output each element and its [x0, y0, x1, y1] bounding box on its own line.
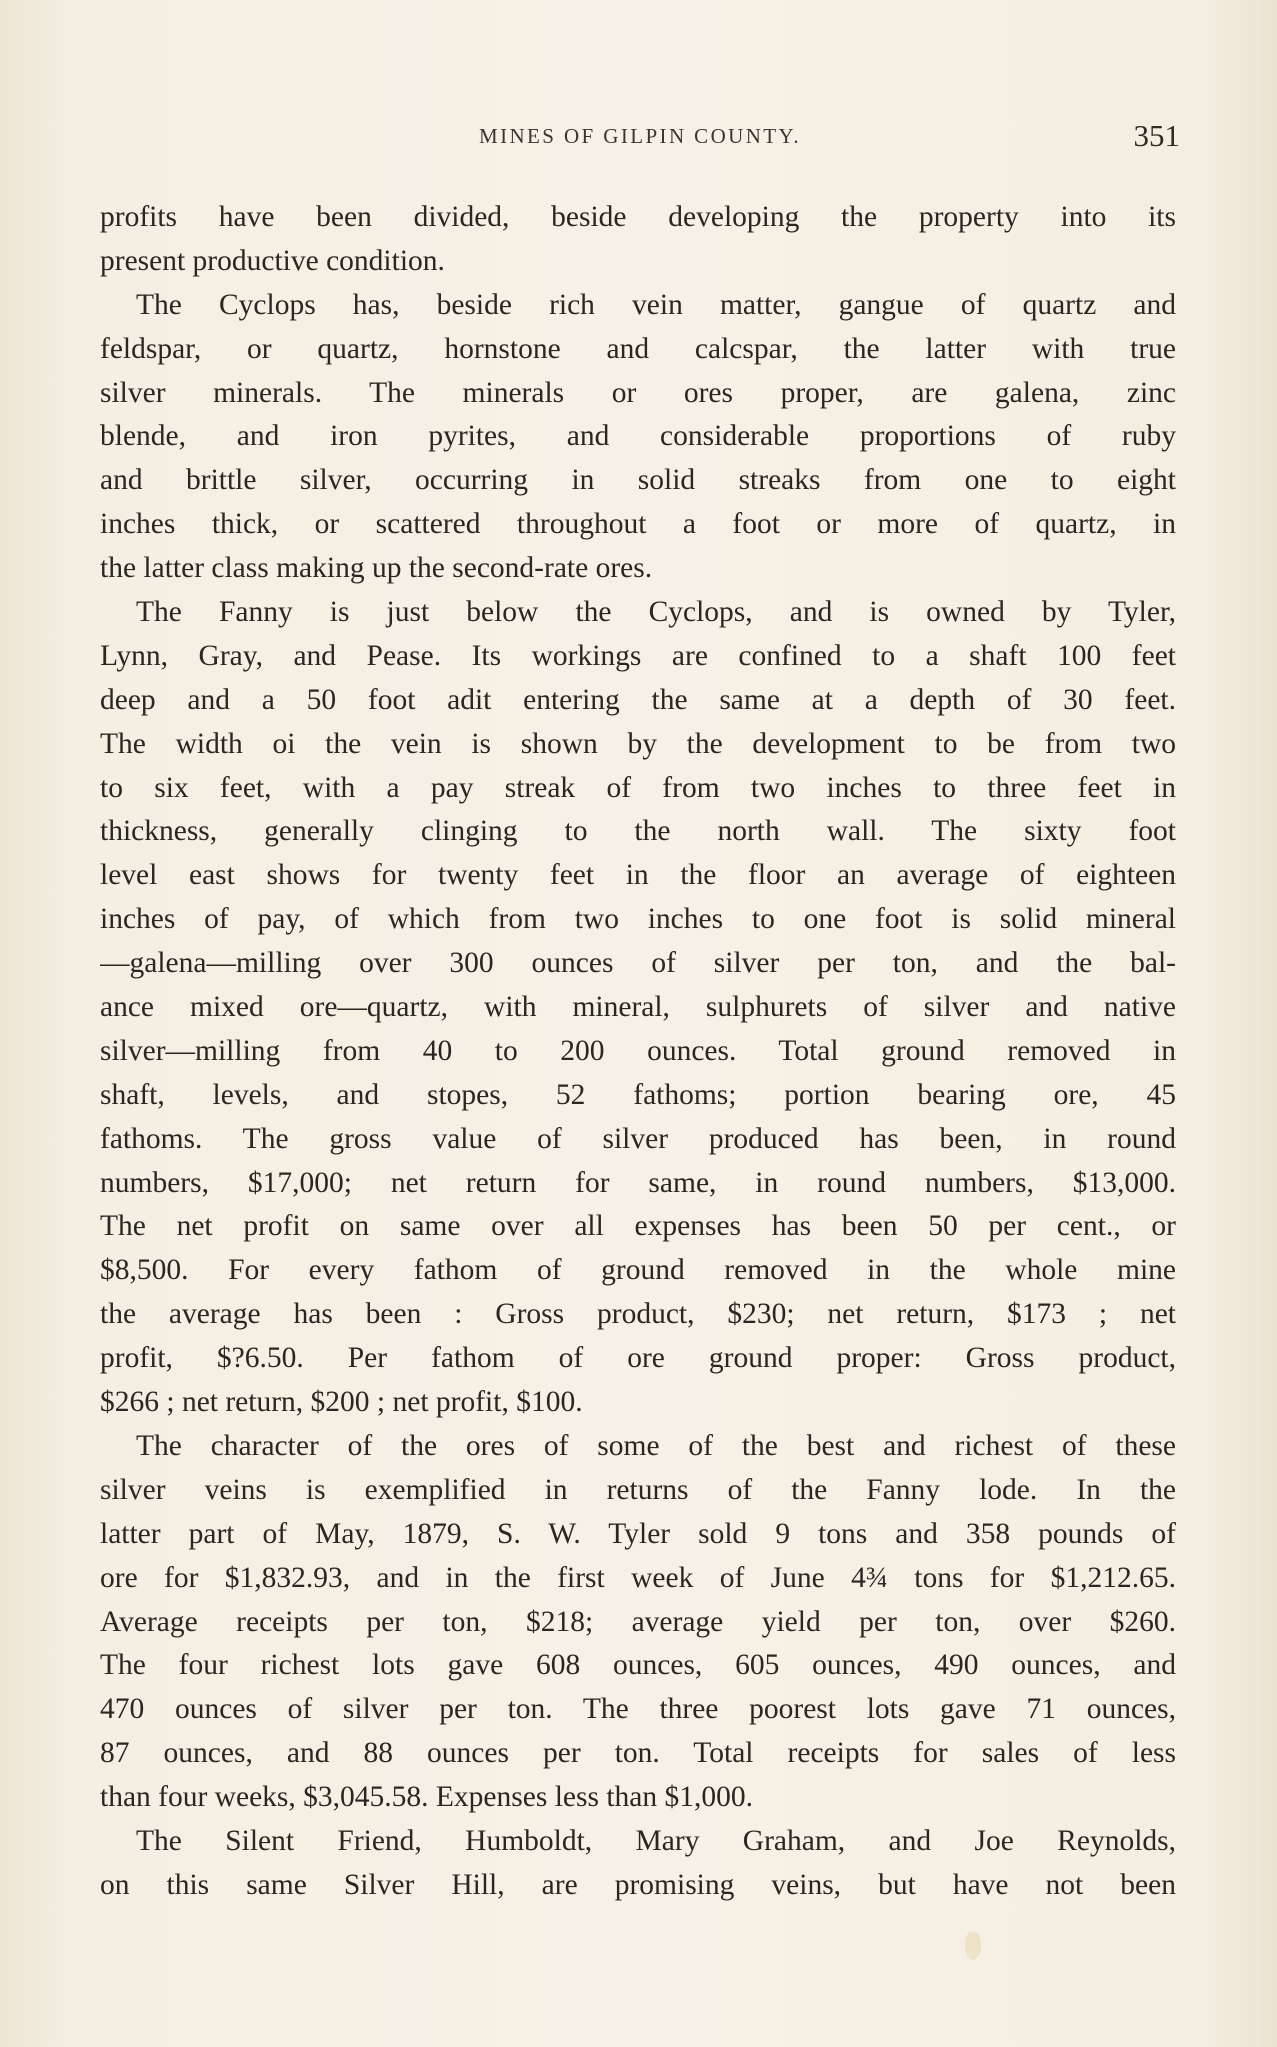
text-line: latter part of May, 1879, S. W. Tyler sold 9 tons and 358 pounds of [100, 1517, 1176, 1550]
text-line: the average has been : Gross product, $230; net return, $173 ; net [100, 1298, 1176, 1331]
text-line: deep and a 50 foot adit entering the same at a depth of 30 feet. [100, 683, 1176, 716]
text-line: silver—milling from 40 to 200 ounces. Total ground removed in [100, 1034, 1176, 1067]
text-line: and brittle silver, occurring in solid streaks from one to eight [100, 464, 1176, 497]
text-line: present productive condition. [100, 244, 445, 277]
text-line: The Cyclops has, beside rich vein matter, gangue of quartz and [136, 288, 1176, 321]
text-line: 470 ounces of silver per ton. The three poorest lots gave 71 ounces, [100, 1693, 1176, 1726]
text-line: numbers, $17,000; net return for same, in round numbers, $13,000. [100, 1166, 1176, 1199]
text-line: thickness, generally clinging to the north wall. The sixty foot [100, 815, 1176, 848]
text-line: inches of pay, of which from two inches to one foot is solid mineral [100, 903, 1176, 936]
running-head: MINES OF GILPIN COUNTY. [479, 124, 801, 148]
text-line: The Fanny is just below the Cyclops, and is owned by Tyler, [136, 596, 1176, 629]
text-line: blende, and iron pyrites, and considerable proportions of ruby [100, 420, 1176, 453]
text-line: —galena—milling over 300 ounces of silver per ton, and the bal- [100, 947, 1176, 980]
text-line: level east shows for twenty feet in the floor an average of eighteen [100, 859, 1176, 892]
paper-stain [965, 1932, 981, 1960]
text-line: The width oi the vein is shown by the development to be from two [100, 727, 1176, 760]
text-line: $8,500. For every fathom of ground removed in the whole mine [100, 1254, 1176, 1287]
text-line: on this same Silver Hill, are promising veins, but have not been [100, 1868, 1176, 1901]
text-line: $266 ; net return, $200 ; net profit, $100. [100, 1386, 583, 1419]
text-line: The four richest lots gave 608 ounces, 605 ounces, 490 ounces, and [100, 1649, 1176, 1682]
page-header [100, 118, 1180, 162]
text-line: ance mixed ore—quartz, with mineral, sulphurets of silver and native [100, 991, 1176, 1024]
text-line: silver veins is exemplified in returns of the Fanny lode. In the [100, 1473, 1176, 1506]
text-line: 87 ounces, and 88 ounces per ton. Total receipts for sales of less [100, 1737, 1176, 1770]
text-line: shaft, levels, and stopes, 52 fathoms; portion bearing ore, 45 [100, 1078, 1176, 1111]
text-line: The Silent Friend, Humboldt, Mary Graham, and Joe Reynolds, [136, 1824, 1176, 1857]
page-number: 351 [1133, 118, 1180, 153]
text-line: Average receipts per ton, $218; average yield per ton, over $260. [100, 1605, 1176, 1638]
text-line: The character of the ores of some of the best and richest of these [136, 1429, 1176, 1462]
text-line: profits have been divided, beside developing the property into its [100, 201, 1176, 233]
body-text [100, 196, 1176, 1908]
text-line: inches thick, or scattered throughout a foot or more of quartz, in [100, 508, 1176, 541]
text-line: fathoms. The gross value of silver produced has been, in round [100, 1122, 1176, 1155]
text-line: profit, $?6.50. Per fathom of ore ground proper: Gross product, [100, 1342, 1176, 1375]
text-line: silver minerals. The minerals or ores proper, are galena, zinc [100, 376, 1176, 409]
text-line: The net profit on same over all expenses has been 50 per cent., or [100, 1210, 1176, 1243]
text-line: ore for $1,832.93, and in the first week of June 4¾ tons for $1,212.65. [100, 1561, 1176, 1594]
text-line: the latter class making up the second-rate ores. [100, 552, 653, 585]
text-line: than four weeks, $3,045.58. Expenses less than $1,000. [100, 1781, 753, 1814]
text-line: Lynn, Gray, and Pease. Its workings are confined to a shaft 100 feet [100, 639, 1176, 672]
text-line: to six feet, with a pay streak of from two inches to three feet in [100, 771, 1176, 804]
text-line: feldspar, or quartz, hornstone and calcspar, the latter with true [100, 332, 1176, 365]
